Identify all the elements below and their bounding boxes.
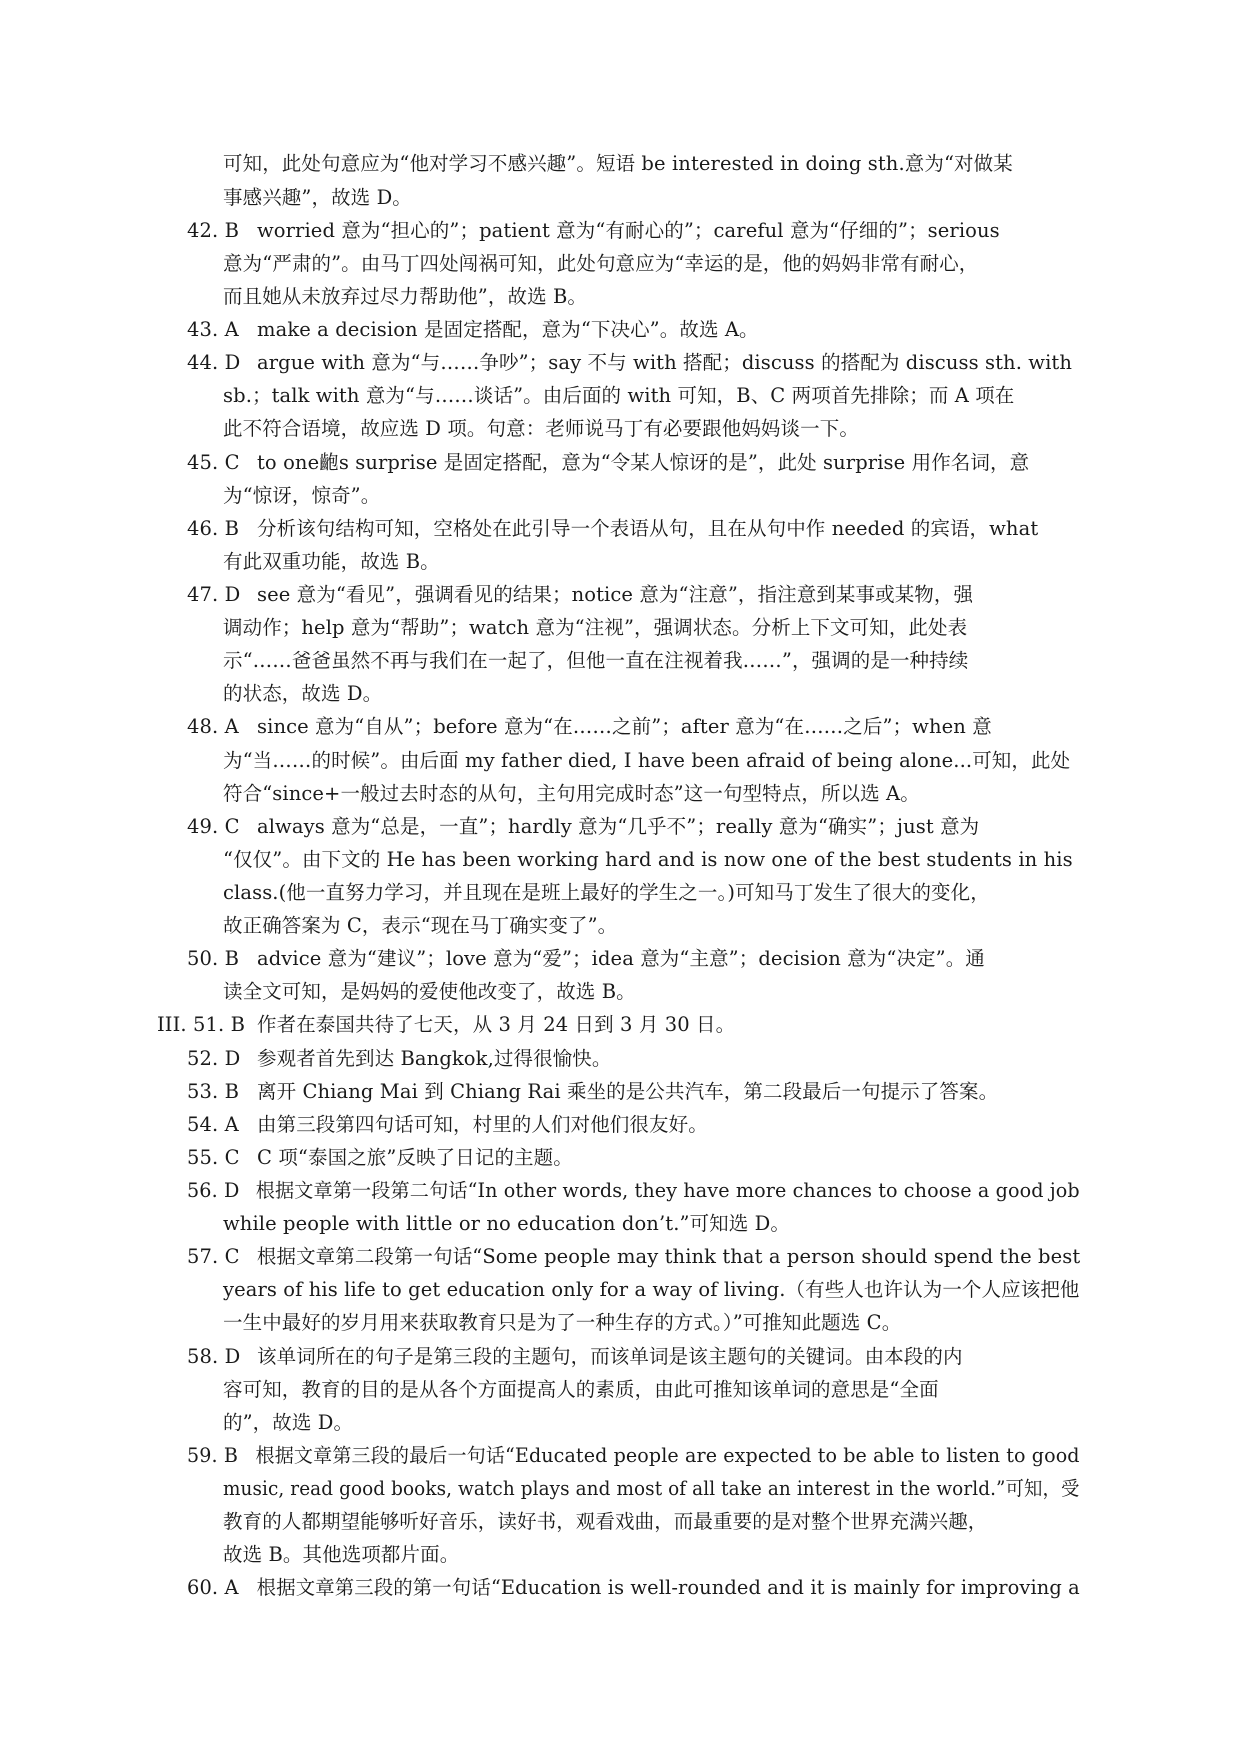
explanation-line — [223, 382, 1014, 410]
answer-entry-line — [187, 945, 985, 973]
explanation-line — [223, 1309, 901, 1337]
answer-text: 分析该句结构可知，空格处在此引导一个表语从句，且在从句中作 needed 的宾语，what — [257, 517, 1039, 540]
answer-text: class.(他一直努力学习，并且现在是班上最好的学生之一。)可知马丁发生了很大的变化， — [223, 881, 990, 904]
answer-text: 示“……爸爸虽然不再与我们在一起了，但他一直在注视着我……”，强调的是一种持续 — [223, 649, 969, 672]
answer-entry-line — [187, 515, 1038, 543]
answer-number: 58. D — [187, 1345, 241, 1368]
explanation-line — [223, 482, 380, 510]
answer-text: 有此双重功能，故选 B。 — [223, 550, 440, 573]
explanation-line — [223, 1376, 939, 1404]
answer-text: since 意为“自从”；before 意为“在……之前”；after 意为“在……之后”；when 意 — [257, 715, 992, 738]
answer-entry-line — [187, 217, 1000, 245]
answer-number: 52. D — [187, 1047, 241, 1070]
answer-text: 参观者首先到达 Bangkok,过得很愉快。 — [257, 1047, 612, 1070]
answer-number: 56. D — [187, 1179, 240, 1202]
answer-number: 47. D — [187, 583, 241, 606]
explanation-line — [223, 846, 1073, 874]
answer-entry-line — [157, 1011, 735, 1039]
explanation-line — [223, 250, 978, 278]
explanation-line — [223, 879, 990, 907]
explanation-line — [223, 1475, 1080, 1503]
answer-entry-line — [187, 1442, 1080, 1470]
explanation-line — [223, 747, 1070, 775]
explanation-line — [223, 647, 968, 675]
explanation-line — [223, 150, 1013, 178]
answer-text: make a decision 是固定搭配，意为“下决心”。故选 A。 — [257, 318, 759, 341]
answer-entry-line — [187, 1111, 708, 1139]
explanation-line — [223, 1541, 459, 1569]
answer-entry-line — [187, 1243, 1080, 1271]
answer-entry-line — [187, 813, 979, 841]
answer-number: 60. A — [187, 1576, 239, 1599]
answer-entry-line — [187, 1144, 573, 1172]
answer-entry-line — [187, 1078, 998, 1106]
answer-entry-line — [187, 349, 1072, 377]
answer-number: 57. C — [187, 1245, 240, 1268]
answer-text: C 项“泰国之旅”反映了日记的主题。 — [257, 1146, 573, 1169]
answer-text: 事感兴趣”，故选 D。 — [223, 186, 412, 209]
explanation-line — [223, 1508, 987, 1536]
explanation-line — [223, 1409, 353, 1437]
answer-text: 根据文章第二段第一句话“Some people may think that a person should spend the best — [256, 1245, 1081, 1268]
explanation-line — [223, 614, 967, 642]
answer-text: 容可知，教育的目的是从各个方面提高人的素质，由此可推知该单词的意思是“全面 — [223, 1378, 939, 1401]
explanation-line — [223, 283, 587, 311]
answer-text: 故选 B。其他选项都片面。 — [223, 1543, 460, 1566]
answer-text: 该单词所在的句子是第三段的主题句，而该单词是该主题句的关键词。由本段的内 — [257, 1345, 963, 1368]
answer-number: 46. B — [187, 517, 240, 540]
answer-entry-line — [187, 581, 973, 609]
answer-entry-line — [187, 1177, 1080, 1205]
answer-text: always 意为“总是，一直”；hardly 意为“几乎不”；really 意为“确实”；just 意为 — [257, 815, 980, 838]
explanation-line — [223, 780, 920, 808]
explanation-line — [223, 548, 440, 576]
answer-text: to one齙s surprise 是固定搭配，意为“令某人惊讶的是”，此处 surprise 用作名词，意 — [257, 451, 1030, 474]
answer-number: 48. A — [187, 715, 239, 738]
answer-number: 50. B — [187, 947, 240, 970]
explanation-line — [223, 680, 382, 708]
answer-text: 的”，故选 D。 — [223, 1411, 354, 1434]
answer-text: 可知，此处句意应为“他对学习不感兴趣”。短语 be interested in doing sth.意为“对做某 — [223, 152, 1013, 175]
explanation-line — [223, 1210, 790, 1238]
answer-text: 为“惊讶，惊奇”。 — [223, 484, 381, 507]
answer-text: 根据文章第三段的第一句话“Education is well-rounded and it is mainly for improving a — [256, 1576, 1080, 1599]
explanation-line — [223, 415, 859, 443]
answer-text: 由第三段第四句话可知，村里的人们对他们很友好。 — [257, 1113, 708, 1136]
explanation-line — [223, 978, 636, 1006]
answer-entry-line — [187, 1574, 1080, 1602]
answer-text: 离开 Chiang Mai 到 Chiang Rai 乘坐的是公共汽车，第二段最后一句提示了答案。 — [257, 1080, 999, 1103]
answer-number: 49. C — [187, 815, 240, 838]
answer-number: 44. D — [187, 351, 241, 374]
explanation-line — [223, 1276, 1080, 1304]
answer-number: 55. C — [187, 1146, 240, 1169]
answer-number: 43. A — [187, 318, 239, 341]
answer-text: 的状态，故选 D。 — [223, 682, 383, 705]
answer-text: 为“当……的时候”。由后面 my father died, I have been afraid of being alone...可知，此处 — [223, 749, 1071, 772]
answer-text: 故正确答案为 C，表示“现在马丁确实变了”。 — [223, 914, 618, 937]
answer-number: III. 51. B — [157, 1013, 246, 1036]
answer-entry-line — [187, 1343, 963, 1371]
answer-text: 意为“严肃的”。由马丁四处闯祸可知，此处句意应为“幸运的是，他的妈妈非常有耐心， — [223, 252, 979, 275]
answer-number: 42. B — [187, 219, 240, 242]
answer-text: years of his life to get education only for a way of living.（有些人也许认为一个人应该把他 — [223, 1278, 1080, 1301]
answer-text: 而且她从未放弃过尽力帮助他”，故选 B。 — [223, 285, 587, 308]
answer-text: see 意为“看见”，强调看见的结果；notice 意为“注意”，指注意到某事或某物，强 — [257, 583, 974, 606]
answer-text: 教育的人都期望能够听好音乐，读好书，观看戏曲，而最重要的是对整个世界充满兴趣， — [223, 1510, 988, 1533]
answer-text: 作者在泰国共待了七天，从 3 月 24 日到 3 月 30 日。 — [257, 1013, 736, 1036]
answer-text: sb.；talk with 意为“与……谈话”。由后面的 with 可知，B、C 两项首先排除；而 A 项在 — [223, 384, 1015, 407]
answer-text: 一生中最好的岁月用来获取教育只是为了一种生存的方式。）”可推知此题选 C。 — [223, 1311, 902, 1334]
explanation-line — [223, 912, 617, 940]
answer-text: 根据文章第一段第二句话“In other words, they have more chances to choose a good job — [255, 1179, 1080, 1202]
answer-text: advice 意为“建议”；love 意为“爱”；idea 意为“主意”；decision 意为“决定”。通 — [257, 947, 985, 970]
answer-number: 53. B — [187, 1080, 240, 1103]
answer-entry-line — [187, 713, 992, 741]
answer-text: 调动作；help 意为“帮助”；watch 意为“注视”，强调状态。分析上下文可知，此处表 — [223, 616, 968, 639]
answer-number: 45. C — [187, 451, 240, 474]
answer-number: 59. B — [187, 1444, 238, 1467]
answer-text: 符合“since+一般过去时态的从句，主句用完成时态”这一句型特点，所以选 A。 — [223, 782, 920, 805]
answer-text: 根据文章第三段的最后一句话“Educated people are expected to be able to listen to good — [255, 1444, 1080, 1467]
answer-text: worried 意为“担心的”；patient 意为“有耐心的”；careful 意为“仔细的”；serious — [257, 219, 1000, 242]
answer-entry-line — [187, 316, 759, 344]
answer-text: 此不符合语境，故应选 D 项。句意：老师说马丁有必要跟他妈妈谈一下。 — [223, 417, 859, 440]
answer-number: 54. A — [187, 1113, 239, 1136]
answer-entry-line — [187, 1045, 611, 1073]
answer-text: music, read good books, watch plays and most of all take an interest in the world.”可知，受 — [223, 1477, 1080, 1500]
answer-entry-line — [187, 449, 1029, 477]
answer-text: “仅仅”。由下文的 He has been working hard and is now one of the best students in his — [223, 848, 1073, 871]
answer-text: 读全文可知，是妈妈的爱使他改变了，故选 B。 — [223, 980, 636, 1003]
answer-text: while people with little or no education don’t.”可知选 D。 — [223, 1212, 790, 1235]
explanation-line — [223, 184, 412, 212]
answer-text: argue with 意为“与……争吵”；say 不与 with 搭配；discuss 的搭配为 discuss sth. with — [257, 351, 1073, 374]
